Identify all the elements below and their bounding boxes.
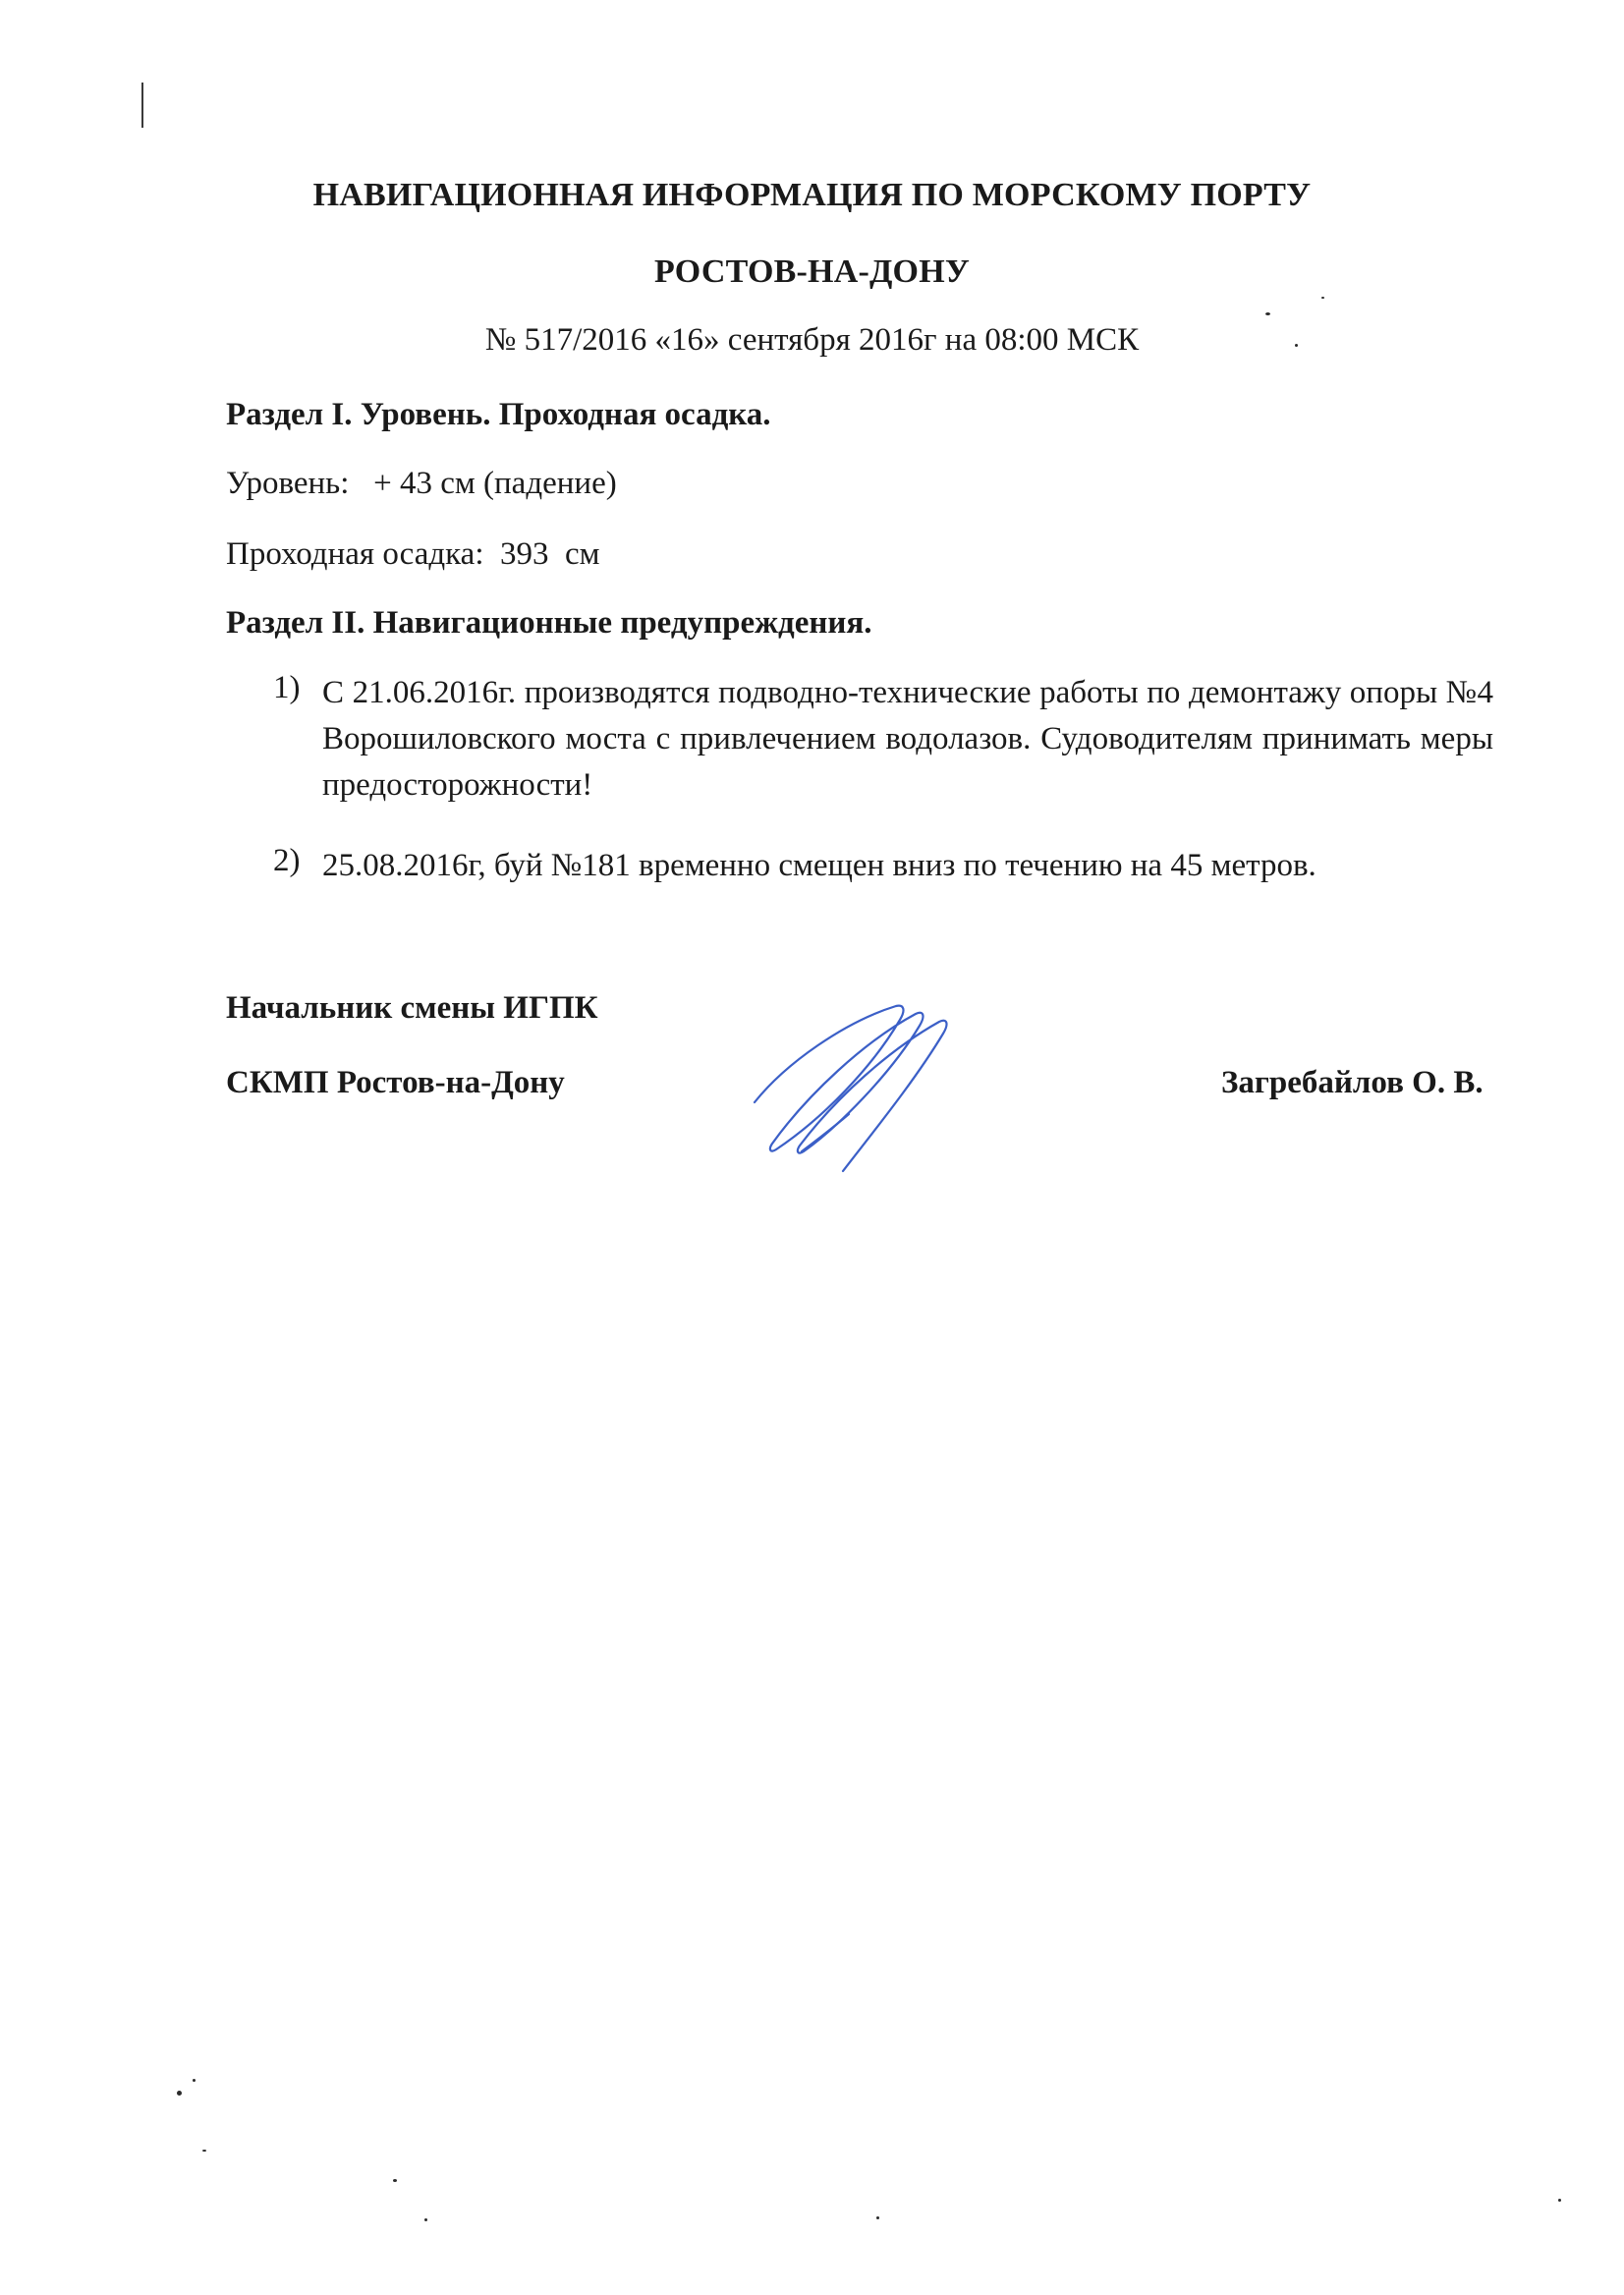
passing-draft-line: Проходная осадка: 393 см bbox=[226, 536, 600, 572]
scan-speck bbox=[393, 2179, 397, 2182]
scan-speck bbox=[193, 2079, 196, 2082]
scan-speck bbox=[424, 2218, 427, 2221]
scan-speck bbox=[876, 2216, 879, 2219]
water-level-line: Уровень: + 43 см (падение) bbox=[226, 466, 617, 501]
scan-speck bbox=[1558, 2199, 1561, 2202]
scan-artifact bbox=[141, 83, 143, 128]
document-title-line-2: РОСТОВ-НА-ДОНУ bbox=[653, 253, 971, 290]
signatory-name: Загребайлов О. В. bbox=[1221, 1065, 1484, 1100]
section-1-heading: Раздел I. Уровень. Проходная осадка. bbox=[226, 397, 771, 432]
scan-speck bbox=[1295, 344, 1298, 347]
section-2-heading: Раздел II. Навигационные предупреждения. bbox=[226, 605, 872, 641]
warning-number: 2) bbox=[273, 843, 301, 878]
document-number-date: № 517/2016 «16» сентября 2016г на 08:00 МСК bbox=[484, 322, 1140, 358]
scan-speck bbox=[177, 2091, 182, 2096]
scan-speck bbox=[202, 2150, 206, 2152]
document-title-line-1: НАВИГАЦИОННАЯ ИНФОРМАЦИЯ ПО МОРСКОМУ ПОРТУ bbox=[312, 177, 1312, 213]
scan-speck bbox=[1265, 312, 1270, 315]
signatory-position-line-1: Начальник смены ИГПК bbox=[226, 990, 598, 1026]
warning-text: С 21.06.2016г. производятся подводно-технические работы по демонтажу опоры №4 Ворошиловского моста с привлечением водолазов. Судоводителям принимать меры предосторожности! bbox=[322, 675, 1493, 803]
warning-text: 25.08.2016г, буй №181 временно смещен вниз по течению на 45 метров. bbox=[322, 848, 1316, 883]
scan-speck bbox=[1321, 297, 1324, 299]
handwritten-signature bbox=[747, 992, 982, 1179]
warning-number: 1) bbox=[273, 670, 301, 705]
signatory-position-line-2: СКМП Ростов-на-Дону bbox=[226, 1065, 565, 1100]
